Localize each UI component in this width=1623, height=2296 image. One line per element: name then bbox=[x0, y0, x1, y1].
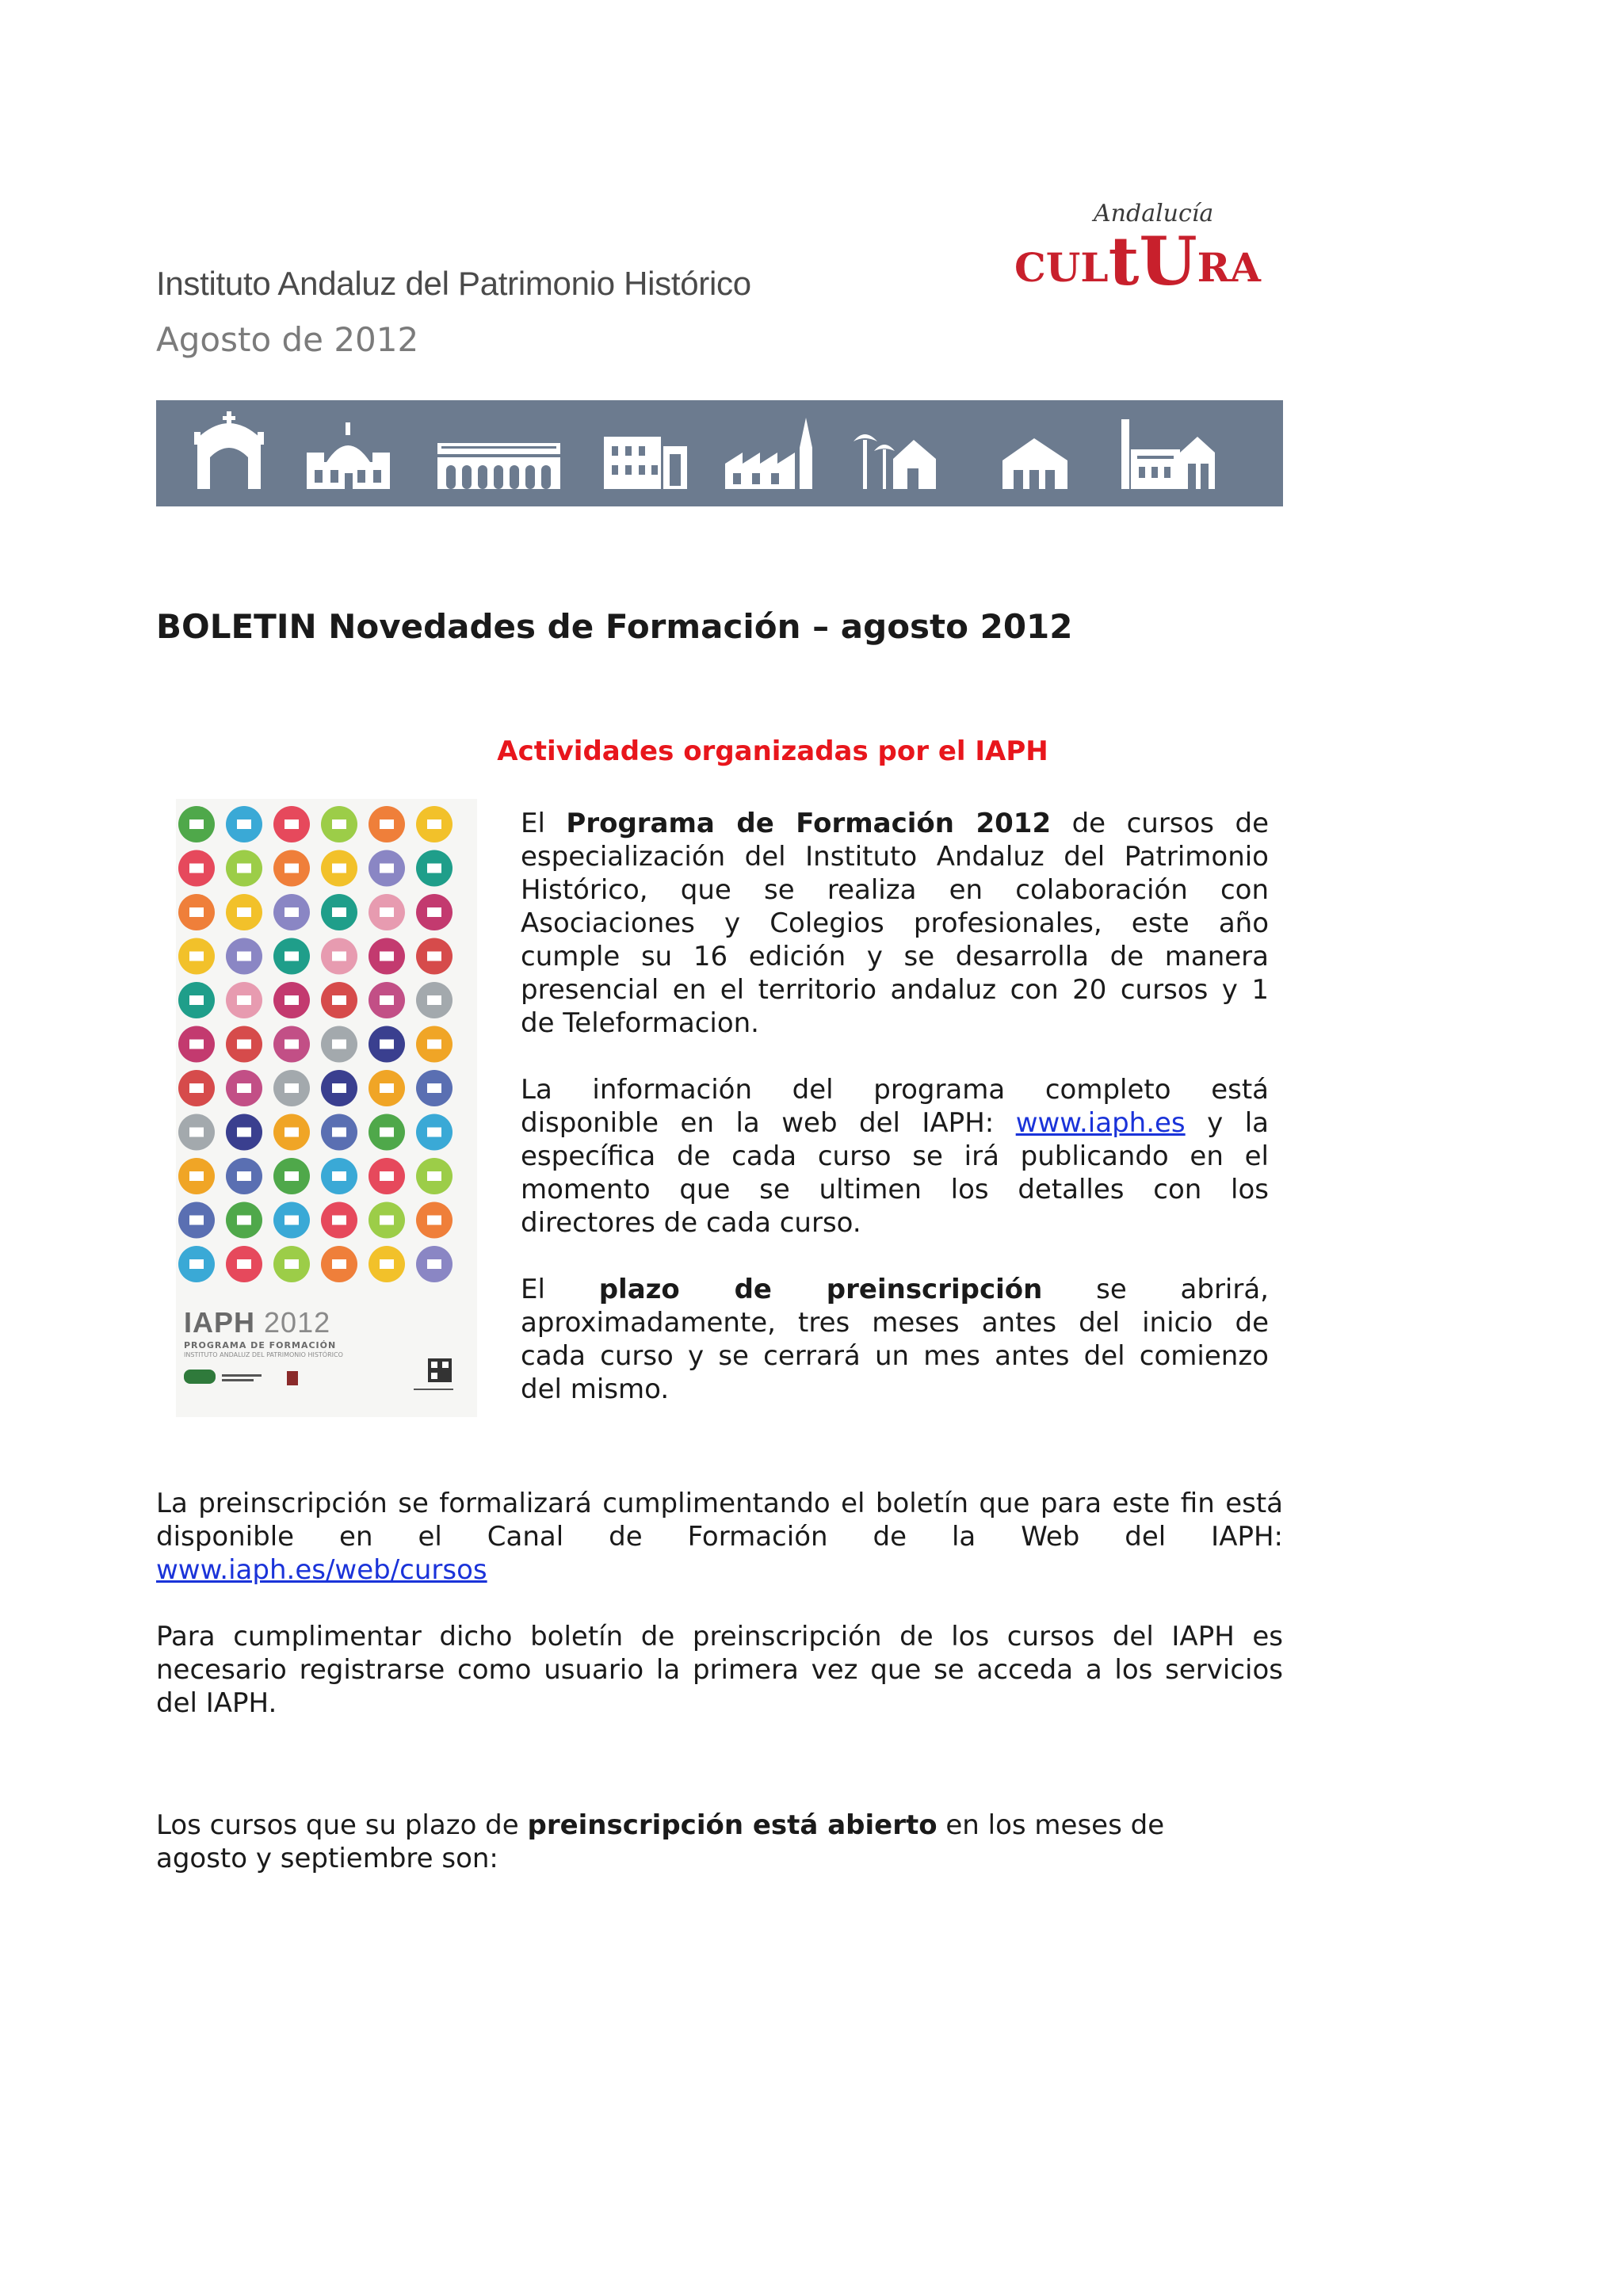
poster-monument-glyph bbox=[237, 1083, 251, 1093]
poster-monument-glyph bbox=[332, 819, 346, 829]
poster-monument-glyph bbox=[237, 1040, 251, 1049]
poster-monument-glyph bbox=[237, 1128, 251, 1137]
poster-monument-glyph bbox=[285, 995, 299, 1005]
poster-footer bbox=[176, 1354, 477, 1417]
poster-monument-glyph bbox=[189, 952, 204, 961]
poster-monument-glyph bbox=[285, 1259, 299, 1269]
poster-monument-glyph bbox=[285, 1083, 299, 1093]
poster-monument-glyph bbox=[332, 1128, 346, 1137]
palm-house-icon bbox=[854, 434, 936, 489]
logo-cultura: CULtURA bbox=[1014, 222, 1261, 300]
poster-monument-glyph bbox=[285, 819, 299, 829]
poster-monument-glyph bbox=[380, 907, 394, 917]
cursos-link[interactable]: www.iaph.es/web/cursos bbox=[156, 1554, 487, 1586]
poster-monument-glyph bbox=[380, 819, 394, 829]
poster-monument-glyph bbox=[189, 1083, 204, 1093]
registro-paragraph: Para cumplimentar dicho boletín de preinscripción de los cursos del IAPH es necesario registrarse como usuario la primera vez que se acceda a los servicios del IAPH. bbox=[156, 1621, 1283, 1719]
poster-title: IAPH 2012 bbox=[184, 1306, 331, 1339]
poster-monument-glyph bbox=[380, 952, 394, 961]
poster-monument-glyph bbox=[189, 907, 204, 917]
poster-monument-glyph bbox=[285, 1216, 299, 1225]
poster-circles bbox=[176, 799, 477, 1298]
poster-monument-glyph bbox=[427, 1040, 441, 1049]
monuments-banner bbox=[156, 400, 1283, 506]
poster-monument-glyph bbox=[237, 1259, 251, 1269]
poster-monument-glyph bbox=[332, 995, 346, 1005]
poster-monument-glyph bbox=[285, 1128, 299, 1137]
poster-monument-glyph bbox=[332, 864, 346, 873]
poster-monument-glyph bbox=[285, 907, 299, 917]
poster-monument-glyph bbox=[285, 1040, 299, 1049]
poster-monument-glyph bbox=[332, 952, 346, 961]
poster-monument-glyph bbox=[189, 1128, 204, 1137]
poster-monument-glyph bbox=[285, 1171, 299, 1181]
poster-monument-glyph bbox=[427, 1259, 441, 1269]
poster-subtitle-small: INSTITUTO ANDALUZ DEL PATRIMONIO HISTÓRICO bbox=[184, 1351, 343, 1358]
preinscripcion-paragraph: La preinscripción se formalizará cumplimentando el boletín que para este fin está disponible en el Canal de Formación de la Web del IAPH: www.iaph.es/web/cursos bbox=[156, 1488, 1283, 1586]
poster-monument-glyph bbox=[427, 1171, 441, 1181]
poster-monument-glyph bbox=[380, 995, 394, 1005]
poster-monument-glyph bbox=[189, 819, 204, 829]
poster-monument-glyph bbox=[332, 1083, 346, 1093]
abierto-emphasis: preinscripción está abierto bbox=[527, 1809, 938, 1841]
poster-monument-glyph bbox=[189, 995, 204, 1005]
poster-monument-glyph bbox=[285, 952, 299, 961]
poster-monument-glyph bbox=[427, 819, 441, 829]
poster-subtitle: PROGRAMA DE FORMACIÓN bbox=[184, 1340, 337, 1350]
poster-monument-glyph bbox=[189, 1216, 204, 1225]
poster-monument-glyph bbox=[380, 1171, 394, 1181]
poster-monument-glyph bbox=[427, 995, 441, 1005]
plazo-emphasis: plazo de preinscripción bbox=[598, 1274, 1043, 1305]
issue-date: Agosto de 2012 bbox=[156, 320, 419, 359]
poster-monument-glyph bbox=[237, 864, 251, 873]
poster-monument-glyph bbox=[427, 1128, 441, 1137]
poster-monument-glyph bbox=[332, 1171, 346, 1181]
andalucia-cultura-logo bbox=[1014, 197, 1276, 315]
poster-monument-glyph bbox=[189, 864, 204, 873]
poster-monument-glyph bbox=[427, 952, 441, 961]
poster-monument-glyph bbox=[380, 1040, 394, 1049]
poster-monument-glyph bbox=[237, 995, 251, 1005]
page-title: BOLETIN Novedades de Formación – agosto 2012 bbox=[156, 607, 1073, 646]
informacion-paragraph: La información del programa completo está disponible en la web del IAPH: www.iaph.es y la específica de cada curso se irá publicando en el momento que se ultimen los detalles con los directores de cada curso. bbox=[521, 1074, 1269, 1239]
iaph-2012-poster bbox=[176, 799, 477, 1417]
poster-monument-glyph bbox=[237, 1216, 251, 1225]
section-subtitle: Actividades organizadas por el IAPH bbox=[497, 735, 1048, 767]
poster-monument-glyph bbox=[380, 1128, 394, 1137]
programa-paragraph: El Programa de Formación 2012 de cursos de especialización del Instituto Andaluz del Patrimonio Histórico, que se realiza en colaboración con Asociaciones y Colegios profesionales, este año cumple su 16 edición y se desarrolla de manera presencial en el territorio andaluz con 20 cursos y 1 de Teleformacion. bbox=[521, 808, 1269, 1039]
poster-monument-glyph bbox=[427, 907, 441, 917]
programa-emphasis: Programa de Formación 2012 bbox=[566, 808, 1052, 839]
poster-monument-glyph bbox=[380, 1216, 394, 1225]
institution-title: Instituto Andaluz del Patrimonio Histórico bbox=[156, 265, 751, 302]
poster-monument-glyph bbox=[427, 1216, 441, 1225]
poster-monument-glyph bbox=[189, 1040, 204, 1049]
poster-monument-glyph bbox=[427, 1083, 441, 1093]
plazo-paragraph: El plazo de preinscripción se abrirá, aproximadamente, tres meses antes del inicio de cada curso y se cerrará un mes antes del comienzo del mismo. bbox=[521, 1274, 1269, 1405]
poster-monument-glyph bbox=[380, 1083, 394, 1093]
poster-monument-glyph bbox=[189, 1171, 204, 1181]
poster-monument-glyph bbox=[427, 864, 441, 873]
poster-monument-glyph bbox=[285, 864, 299, 873]
poster-monument-glyph bbox=[237, 819, 251, 829]
poster-monument-glyph bbox=[332, 1040, 346, 1049]
poster-monument-glyph bbox=[332, 1216, 346, 1225]
poster-monument-glyph bbox=[332, 907, 346, 917]
cursos-abiertos-paragraph: Los cursos que su plazo de preinscripción está abierto en los meses de agosto y septiembre son: bbox=[156, 1809, 1165, 1874]
poster-monument-glyph bbox=[237, 952, 251, 961]
poster-monument-glyph bbox=[332, 1259, 346, 1269]
poster-monument-glyph bbox=[189, 1259, 204, 1269]
poster-monument-glyph bbox=[380, 864, 394, 873]
logo-region: Andalucía bbox=[1094, 200, 1214, 227]
poster-monument-glyph bbox=[237, 907, 251, 917]
poster-monument-glyph bbox=[380, 1259, 394, 1269]
iaph-website-link[interactable]: www.iaph.es bbox=[1015, 1107, 1186, 1139]
poster-monument-glyph bbox=[237, 1171, 251, 1181]
